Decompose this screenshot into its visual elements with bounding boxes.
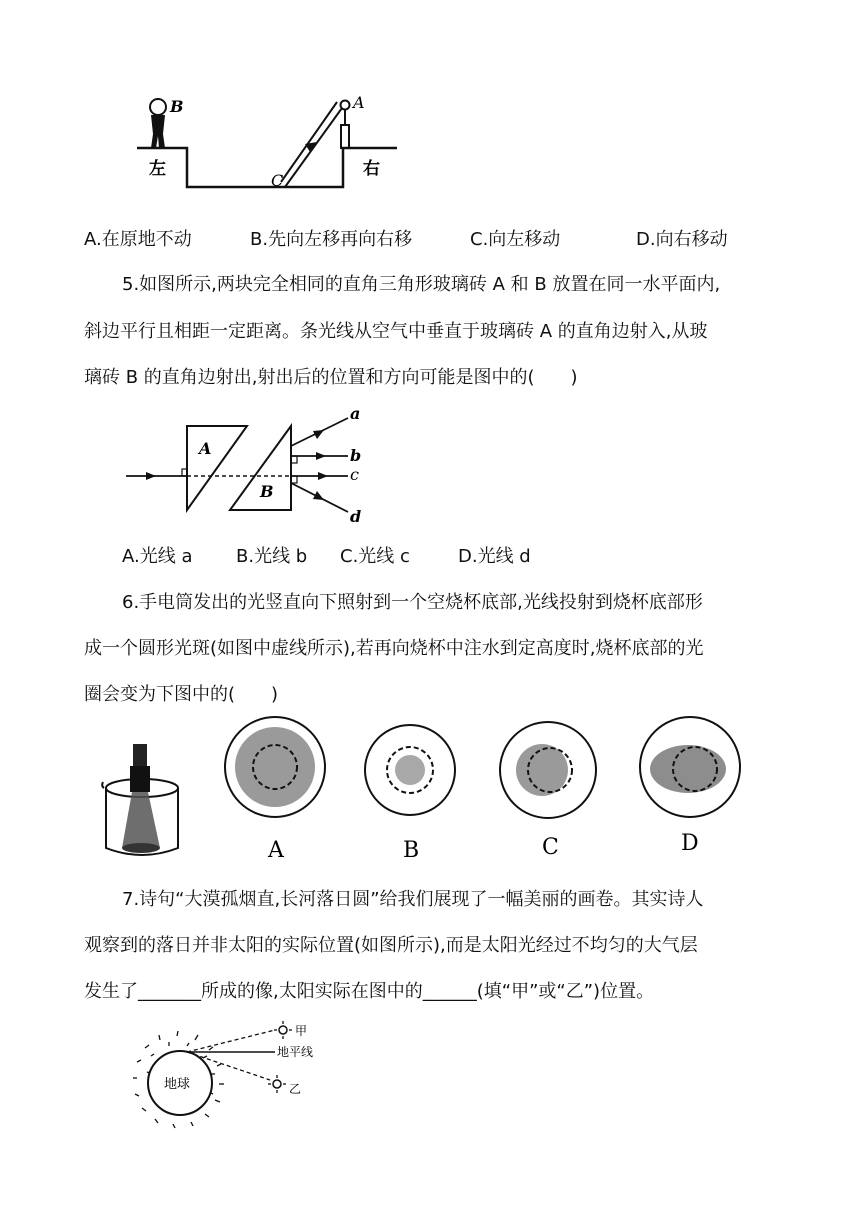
q4-option-d: D.向右移动 — [636, 229, 728, 250]
q5-line-2: 斜边平行且相距一定距离。条光线从空气中垂直于玻璃砖 A 的直角边射入,从玻 — [84, 321, 708, 342]
q4-option-c: C.向左移动 — [470, 229, 561, 250]
label-a: A — [353, 93, 365, 112]
q5-line-1: 5.如图所示,两块完全相同的直角三角形玻璃砖 A 和 B 放置在同一水平面内, — [122, 274, 721, 295]
figure-q4-diagram — [125, 92, 405, 192]
q5-option-d: D.光线 d — [458, 546, 531, 567]
jia-label: 甲 — [295, 1024, 308, 1038]
figure-q6-options — [220, 712, 750, 862]
q4-option-b: B.先向左移再向右移 — [250, 229, 413, 250]
q4-option-a: A.在原地不动 — [84, 229, 192, 250]
option-label-b: B — [403, 838, 420, 862]
q5-option-c: C.光线 c — [340, 546, 410, 567]
label-c: C — [271, 171, 284, 190]
yi-label: 乙 — [289, 1082, 302, 1096]
ray-label-a: a — [350, 404, 361, 423]
label-left: 左 — [149, 159, 166, 179]
sun-icon-jia — [274, 1021, 292, 1039]
figure-q5-prisms — [120, 402, 380, 527]
option-label-c: C — [542, 835, 559, 860]
figure-q6-beaker — [100, 736, 190, 864]
option-label-d: D — [681, 831, 699, 856]
figure-q7-earth — [125, 1018, 355, 1138]
q5-line-3: 璃砖 B 的直角边射出,射出后的位置和方向可能是图中的( ) — [84, 367, 578, 388]
q5-option-a: A.光线 a — [122, 546, 193, 567]
ray-label-b: b — [350, 446, 362, 465]
q6-line-1: 6.手电筒发出的光竖直向下照射到一个空烧杯底部,光线投射到烧杯底部形 — [122, 592, 703, 613]
q6-line-2: 成一个圆形光斑(如图中虚线所示),若再向烧杯中注水到定高度时,烧杯底部的光 — [84, 638, 704, 659]
q6-line-3: 圈会变为下图中的( ) — [84, 684, 279, 705]
q7-line-1: 7.诗句“大漠孤烟直,长河落日圆”给我们展现了一幅美丽的画卷。其实诗人 — [122, 889, 704, 910]
ray-label-c: c — [350, 465, 359, 484]
prism-label-a: A — [199, 439, 212, 458]
horizon-label: 地平线 — [277, 1045, 314, 1059]
q5-option-b: B.光线 b — [236, 546, 308, 567]
label-b: B — [170, 97, 184, 116]
option-label-a: A — [268, 838, 284, 862]
earth-label: 地球 — [164, 1077, 191, 1092]
person-icon — [150, 99, 166, 148]
ray-label-d: d — [350, 507, 362, 526]
label-right: 右 — [363, 159, 380, 179]
sun-icon-yi — [268, 1075, 286, 1093]
q7-line-2: 观察到的落日并非太阳的实际位置(如图所示),而是太阳光经过不均匀的大气层 — [84, 935, 698, 956]
prism-label-b: B — [260, 482, 274, 501]
q7-line-3: 发生了_______所成的像,太阳实际在图中的______(填“甲”或“乙”)位置。 — [84, 981, 655, 1002]
